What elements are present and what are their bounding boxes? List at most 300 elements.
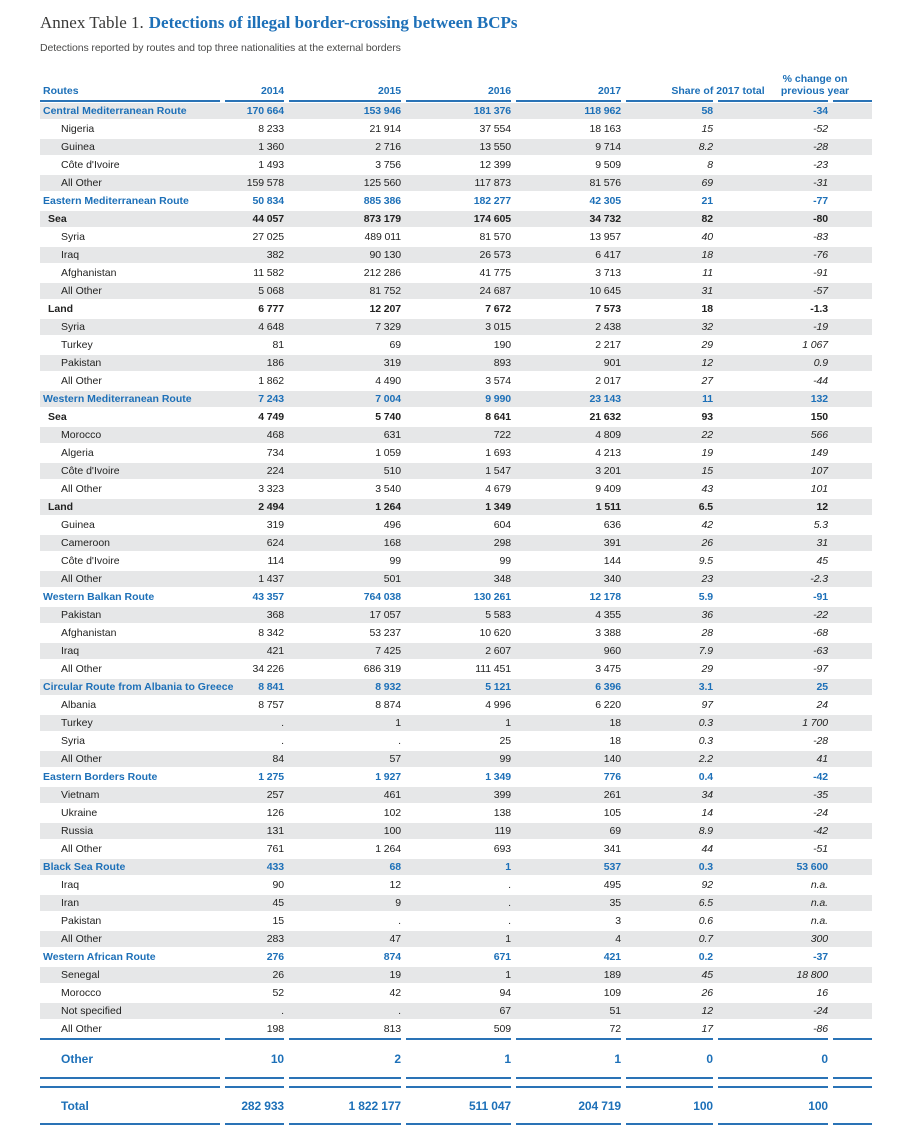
value-cell: 1 059 xyxy=(375,447,401,460)
table-row xyxy=(40,822,872,840)
value-cell: 0.7 xyxy=(698,933,713,946)
value-cell: 3 756 xyxy=(375,159,401,172)
row-label: Côte d'Ivoire xyxy=(61,159,120,172)
value-cell: 114 xyxy=(267,555,284,568)
row-label: Algeria xyxy=(61,447,94,460)
value-cell: -63 xyxy=(813,645,828,658)
value-cell: 174 605 xyxy=(473,213,511,226)
value-cell: 501 xyxy=(383,573,401,586)
value-cell: -28 xyxy=(813,735,828,748)
row-label: Russia xyxy=(61,825,94,838)
value-cell: 12 xyxy=(816,501,828,514)
divider-segment xyxy=(289,1038,401,1040)
value-cell: -91 xyxy=(813,267,828,280)
divider-segment xyxy=(225,1086,284,1088)
value-cell: 57 xyxy=(389,753,401,766)
value-cell: 181 376 xyxy=(473,105,511,118)
divider-segment xyxy=(406,100,511,102)
value-cell: 7 672 xyxy=(485,303,511,316)
table-body xyxy=(40,102,872,1038)
table-row xyxy=(40,930,872,948)
value-cell: -19 xyxy=(813,321,828,334)
value-cell: 874 xyxy=(383,951,401,964)
value-cell: 3 015 xyxy=(485,321,511,334)
value-cell: 1 275 xyxy=(258,771,284,784)
table-row xyxy=(40,120,872,138)
value-cell: 1 xyxy=(505,969,511,982)
value-cell: 69 xyxy=(609,825,621,838)
value-cell: 511 047 xyxy=(468,1099,511,1114)
value-cell: 34 732 xyxy=(589,213,621,226)
value-cell: 2 217 xyxy=(595,339,621,352)
value-cell: -51 xyxy=(813,843,828,856)
value-cell: 99 xyxy=(389,555,401,568)
value-cell: 117 873 xyxy=(474,177,511,190)
value-cell: 12 xyxy=(701,1005,713,1018)
row-label: All Other xyxy=(61,753,102,766)
value-cell: 107 xyxy=(810,465,828,478)
value-cell: 21 xyxy=(701,195,713,208)
value-cell: 8 xyxy=(707,159,713,172)
value-cell: 153 946 xyxy=(363,105,401,118)
table-row xyxy=(40,570,872,588)
value-cell: 624 xyxy=(266,537,284,550)
value-cell: 6 396 xyxy=(595,681,621,694)
value-cell: 90 130 xyxy=(369,249,401,262)
value-cell: 6 220 xyxy=(595,699,621,712)
row-label: Not specified xyxy=(61,1005,122,1018)
row-label: Circular Route from Albania to Greece xyxy=(43,681,234,694)
table-row xyxy=(40,264,872,282)
value-cell: 35 xyxy=(609,897,621,910)
value-cell: . xyxy=(281,1005,284,1018)
value-cell: 8 342 xyxy=(258,627,284,640)
value-cell: 101 xyxy=(810,483,828,496)
value-cell: 69 xyxy=(701,177,713,190)
value-cell: 45 xyxy=(816,555,828,568)
value-cell: 4 xyxy=(615,933,621,946)
value-cell: 7 243 xyxy=(258,393,284,406)
value-cell: 2 494 xyxy=(258,501,284,514)
value-cell: 111 451 xyxy=(475,663,511,676)
divider-segment xyxy=(718,1123,828,1125)
table-row xyxy=(40,714,872,732)
value-cell: -23 xyxy=(813,159,828,172)
table-row xyxy=(40,804,872,822)
value-cell: 23 xyxy=(701,573,713,586)
value-cell: 1 693 xyxy=(485,447,511,460)
table-row xyxy=(40,336,872,354)
row-label: Land xyxy=(48,303,74,316)
divider-segment xyxy=(626,1123,713,1125)
value-cell: 5 740 xyxy=(375,411,401,424)
row-label: Guinea xyxy=(61,141,95,154)
value-cell: 24 687 xyxy=(479,285,511,298)
row-label: All Other xyxy=(61,483,102,496)
value-cell: 25 xyxy=(499,735,511,748)
value-cell: 631 xyxy=(383,429,401,442)
value-cell: 23 143 xyxy=(589,393,621,406)
value-cell: 25 xyxy=(816,681,828,694)
value-cell: 686 319 xyxy=(363,663,401,676)
table-row xyxy=(40,408,872,426)
table-row xyxy=(40,966,872,984)
value-cell: 150 xyxy=(810,411,828,424)
value-cell: 0.9 xyxy=(813,357,828,370)
value-cell: 283 xyxy=(266,933,284,946)
value-cell: 1 547 xyxy=(485,465,511,478)
value-cell: 3.1 xyxy=(698,681,713,694)
table-row xyxy=(40,984,872,1002)
value-cell: -37 xyxy=(813,951,828,964)
value-cell: 489 011 xyxy=(364,231,401,244)
value-cell: 81 570 xyxy=(479,231,511,244)
value-cell: 12 178 xyxy=(589,591,621,604)
row-label: Western Mediterranean Route xyxy=(43,393,192,406)
table-row xyxy=(40,1002,872,1020)
value-cell: 1 700 xyxy=(802,717,828,730)
value-cell: 1 xyxy=(505,861,511,874)
table-row xyxy=(40,696,872,714)
value-cell: 636 xyxy=(603,519,621,532)
value-cell: 13 957 xyxy=(589,231,621,244)
divider-segment xyxy=(289,1086,401,1088)
divider-gap xyxy=(40,1079,872,1086)
value-cell: 3 475 xyxy=(595,663,621,676)
divider-segment xyxy=(718,1038,828,1040)
divider-segment xyxy=(516,1123,621,1125)
table-row xyxy=(40,858,872,876)
value-cell: 1 xyxy=(614,1052,621,1067)
value-cell: 189 xyxy=(603,969,621,982)
row-label: Côte d'Ivoire xyxy=(61,465,120,478)
value-cell: -24 xyxy=(813,807,828,820)
value-cell: 204 719 xyxy=(578,1099,621,1114)
value-cell: 27 xyxy=(701,375,713,388)
table-row xyxy=(40,678,872,696)
table-row xyxy=(40,588,872,606)
value-cell: 41 775 xyxy=(479,267,511,280)
value-cell: 26 xyxy=(701,537,713,550)
value-cell: 7.9 xyxy=(698,645,713,658)
value-cell: 14 xyxy=(701,807,713,820)
divider-segment xyxy=(289,1077,401,1079)
value-cell: 261 xyxy=(603,789,621,802)
row-label: All Other xyxy=(61,375,102,388)
row-label: Ukraine xyxy=(61,807,98,820)
value-cell: 99 xyxy=(499,753,511,766)
value-cell: 224 xyxy=(266,465,284,478)
value-cell: 1 067 xyxy=(802,339,828,352)
value-cell: n.a. xyxy=(810,915,828,928)
row-label: Guinea xyxy=(61,519,95,532)
value-cell: 36 xyxy=(701,609,713,622)
divider-segment xyxy=(225,100,284,102)
value-cell: 159 578 xyxy=(246,177,284,190)
table-row xyxy=(40,462,872,480)
value-cell: 813 xyxy=(383,1023,401,1036)
value-cell: 319 xyxy=(383,357,401,370)
row-label: Pakistan xyxy=(61,357,102,370)
value-cell: 45 xyxy=(272,897,284,910)
table-row xyxy=(40,426,872,444)
value-cell: 130 261 xyxy=(473,591,511,604)
value-cell: 93 xyxy=(701,411,713,424)
row-label: Black Sea Route xyxy=(43,861,126,874)
value-cell: 8 874 xyxy=(375,699,401,712)
value-cell: 368 xyxy=(266,609,284,622)
row-label: Other xyxy=(61,1052,94,1067)
divider-segment xyxy=(718,1086,828,1088)
row-label: Iraq xyxy=(61,645,80,658)
value-cell: 282 933 xyxy=(241,1099,284,1114)
value-cell: -68 xyxy=(813,627,828,640)
value-cell: -35 xyxy=(813,789,828,802)
value-cell: 1 264 xyxy=(375,843,401,856)
table-row xyxy=(40,372,872,390)
footer-divider xyxy=(40,1123,872,1125)
divider-segment xyxy=(225,1077,284,1079)
value-cell: 761 xyxy=(266,843,284,856)
value-cell: 15 xyxy=(701,123,713,136)
table-row xyxy=(40,300,872,318)
row-label: Turkey xyxy=(61,717,93,730)
value-cell: 131 xyxy=(266,825,284,838)
table-row xyxy=(40,732,872,750)
table-row xyxy=(40,534,872,552)
value-cell: 24 xyxy=(816,699,828,712)
divider-segment xyxy=(833,1123,872,1125)
value-cell: -97 xyxy=(813,663,828,676)
row-label: Iran xyxy=(61,897,80,910)
row-label: Sea xyxy=(48,411,67,424)
value-cell: 461 xyxy=(383,789,401,802)
value-cell: 9 509 xyxy=(595,159,621,172)
value-cell: 7 573 xyxy=(595,303,621,316)
value-cell: 44 xyxy=(701,843,713,856)
row-label: Central Mediterranean Route xyxy=(43,105,187,118)
divider-segment xyxy=(626,100,713,102)
value-cell: 901 xyxy=(603,357,621,370)
value-cell: 0.3 xyxy=(698,717,713,730)
value-cell: 149 xyxy=(810,447,828,460)
value-cell: 15 xyxy=(701,465,713,478)
value-cell: 17 057 xyxy=(369,609,401,622)
table-row xyxy=(40,192,872,210)
divider-segment xyxy=(289,1123,401,1125)
value-cell: 34 xyxy=(701,789,713,802)
value-cell: 19 xyxy=(701,447,713,460)
value-cell: 2.2 xyxy=(698,753,713,766)
row-label: Total xyxy=(61,1099,89,1114)
value-cell: 94 xyxy=(499,987,511,1000)
value-cell: 81 xyxy=(272,339,284,352)
value-cell: 537 xyxy=(603,861,621,874)
detections-table xyxy=(40,68,872,1125)
row-label: Afghanistan xyxy=(61,627,117,640)
value-cell: 2 716 xyxy=(375,141,401,154)
row-label: Albania xyxy=(61,699,97,712)
value-cell: 97 xyxy=(701,699,713,712)
table-row xyxy=(40,876,872,894)
value-cell: 8 757 xyxy=(258,699,284,712)
value-cell: 300 xyxy=(810,933,828,946)
value-cell: 8.2 xyxy=(698,141,713,154)
value-cell: 421 xyxy=(266,645,284,658)
value-cell: 29 xyxy=(701,339,713,352)
value-cell: 81 752 xyxy=(369,285,401,298)
value-cell: 100 xyxy=(693,1099,713,1114)
value-cell: 3 xyxy=(615,915,621,928)
value-cell: 82 xyxy=(701,213,713,226)
col-header-routes: Routes xyxy=(43,85,79,98)
value-cell: 257 xyxy=(266,789,284,802)
value-cell: 10 xyxy=(270,1052,284,1067)
value-cell: 341 xyxy=(603,843,621,856)
value-cell: 105 xyxy=(603,807,621,820)
row-label: Western African Route xyxy=(43,951,156,964)
value-cell: -83 xyxy=(813,231,828,244)
value-cell: 52 xyxy=(272,987,284,1000)
row-label: All Other xyxy=(61,843,102,856)
divider-segment xyxy=(626,1077,713,1079)
row-label: Senegal xyxy=(61,969,100,982)
value-cell: -52 xyxy=(813,123,828,136)
value-cell: 4 749 xyxy=(258,411,284,424)
value-cell: 776 xyxy=(603,771,621,784)
value-cell: 12 xyxy=(389,879,401,892)
value-cell: 510 xyxy=(383,465,401,478)
divider-segment xyxy=(833,1038,872,1040)
value-cell: 186 xyxy=(266,357,284,370)
value-cell: 102 xyxy=(383,807,401,820)
value-cell: 212 286 xyxy=(363,267,401,280)
value-cell: 53 600 xyxy=(796,861,828,874)
divider-segment xyxy=(833,100,872,102)
value-cell: 960 xyxy=(603,645,621,658)
value-cell: -77 xyxy=(813,195,828,208)
value-cell: 671 xyxy=(493,951,511,964)
value-cell: 118 962 xyxy=(584,105,621,118)
value-cell: 90 xyxy=(272,879,284,892)
value-cell: 18 163 xyxy=(589,123,621,136)
table-row xyxy=(40,786,872,804)
value-cell: 1 493 xyxy=(258,159,284,172)
row-label: All Other xyxy=(61,1023,102,1036)
value-cell: 693 xyxy=(493,843,511,856)
value-cell: 391 xyxy=(603,537,621,550)
value-cell: 4 355 xyxy=(595,609,621,622)
value-cell: 1 349 xyxy=(485,501,511,514)
value-cell: 68 xyxy=(389,861,401,874)
table-row xyxy=(40,768,872,786)
row-label: All Other xyxy=(61,933,102,946)
value-cell: 722 xyxy=(493,429,511,442)
total-row xyxy=(40,1094,872,1118)
value-cell: 4 213 xyxy=(595,447,621,460)
divider-segment xyxy=(516,100,621,102)
value-cell: . xyxy=(281,735,284,748)
value-cell: 3 388 xyxy=(595,627,621,640)
value-cell: 399 xyxy=(493,789,511,802)
value-cell: 18 xyxy=(609,735,621,748)
value-cell: 0.3 xyxy=(698,861,713,874)
value-cell: 4 648 xyxy=(258,321,284,334)
row-label: Morocco xyxy=(61,429,102,442)
row-label: Cameroon xyxy=(61,537,111,550)
value-cell: 168 xyxy=(383,537,401,550)
value-cell: . xyxy=(398,915,401,928)
value-cell: 2 607 xyxy=(485,645,511,658)
value-cell: -91 xyxy=(813,591,828,604)
value-cell: 9 990 xyxy=(485,393,511,406)
value-cell: 1 862 xyxy=(258,375,284,388)
value-cell: -34 xyxy=(813,105,828,118)
divider-segment xyxy=(833,1086,872,1088)
value-cell: 22 xyxy=(701,429,713,442)
value-cell: 11 xyxy=(702,267,713,280)
value-cell: 12 399 xyxy=(479,159,511,172)
value-cell: 10 645 xyxy=(589,285,621,298)
value-cell: 5 068 xyxy=(258,285,284,298)
value-cell: 8 841 xyxy=(258,681,284,694)
row-label: All Other xyxy=(61,285,102,298)
table-row xyxy=(40,318,872,336)
value-cell: 468 xyxy=(266,429,284,442)
value-cell: 1 xyxy=(504,1052,511,1067)
value-cell: 3 574 xyxy=(485,375,511,388)
value-cell: 1 822 177 xyxy=(348,1099,401,1114)
value-cell: 43 357 xyxy=(252,591,284,604)
col-header-share: Share of 2017 total xyxy=(671,85,765,98)
value-cell: 31 xyxy=(816,537,828,550)
value-cell: 9 xyxy=(395,897,401,910)
value-cell: 31 xyxy=(701,285,713,298)
value-cell: 382 xyxy=(266,249,284,262)
divider-segment xyxy=(718,100,828,102)
value-cell: . xyxy=(508,879,511,892)
value-cell: 19 xyxy=(389,969,401,982)
value-cell: 15 xyxy=(272,915,284,928)
value-cell: 495 xyxy=(603,879,621,892)
row-label: All Other xyxy=(61,573,102,586)
value-cell: 132 xyxy=(810,393,828,406)
value-cell: -44 xyxy=(813,375,828,388)
value-cell: 26 573 xyxy=(479,249,511,262)
page-title xyxy=(40,13,900,33)
value-cell: -80 xyxy=(813,213,828,226)
value-cell: -42 xyxy=(813,771,828,784)
value-cell: 18 800 xyxy=(796,969,828,982)
divider-segment xyxy=(225,1038,284,1040)
table-row xyxy=(40,102,872,120)
value-cell: 433 xyxy=(266,861,284,874)
value-cell: 8 233 xyxy=(258,123,284,136)
value-cell: 0.2 xyxy=(698,951,713,964)
value-cell: 32 xyxy=(701,321,713,334)
value-cell: 1 xyxy=(395,717,401,730)
value-cell: 44 057 xyxy=(252,213,284,226)
value-cell: . xyxy=(508,897,511,910)
value-cell: 5.9 xyxy=(698,591,713,604)
value-cell: 6 777 xyxy=(258,303,284,316)
section-divider xyxy=(40,1077,872,1079)
value-cell: 18 xyxy=(701,303,713,316)
value-cell: 125 560 xyxy=(363,177,401,190)
divider-segment xyxy=(225,1123,284,1125)
value-cell: 198 xyxy=(266,1023,284,1036)
value-cell: 41 xyxy=(816,753,828,766)
